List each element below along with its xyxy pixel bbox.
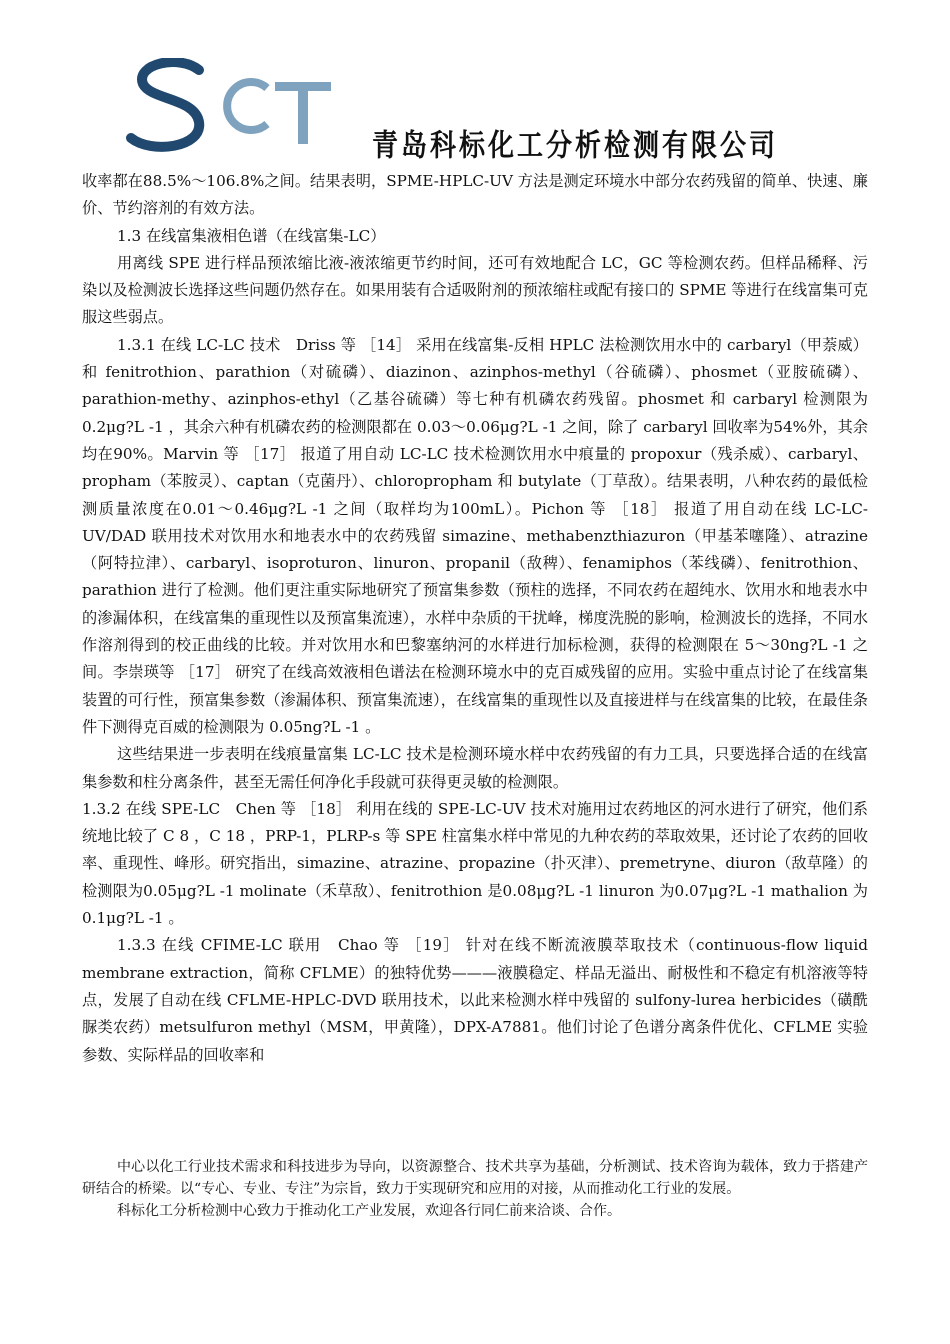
section-heading-1-3: 1.3 在线富集液相色谱（在线富集-LC） — [117, 226, 386, 245]
footer-invitation: 科标化工分析检测中心致力于推动化工产业发展，欢迎各行同仁前来洽谈、合作。 — [117, 1203, 621, 1219]
document-body — [82, 168, 868, 1069]
section-1-3-3-cfime-lc: 1.3.3 在线 CFIME-LC 联用 Chao 等 ［19］ 针对在线不断流液膜萃取技术（continuous-flow liquid membrane extraction，简称 CFLME）的独特优势———液膜稳定、样品无溢出、耐极性和不稳定有机溶液等特点，发展了自动在线 CFLME-HPLC-DVD 联用技术，以此来检测水样中残留的 sulfony-lurea herbicides（磺酰脲类农药）metsulfuron methyl（MSM，甲黄隆），DPX-A7881。他们讨论了色谱分离条件优化、CFLME 实验参数、实际样品的回收率和 — [82, 936, 868, 1064]
company-name: 青岛科标化工分析检测有限公司 — [372, 128, 779, 164]
sct-logo — [125, 58, 335, 158]
paragraph-offline-spe: 用离线 SPE 进行样品预浓缩比液-液浓缩更节约时间，还可有效地配合 LC，GC 等检测农药。但样品稀释、污染以及检测波长选择这些问题仍然存在。如果用装有合适吸附剂的预浓缩柱或配有接口的 SPME 等进行在线富集可克服这些弱点。 — [82, 253, 868, 327]
logo-s-mark — [131, 62, 199, 147]
footer-center-description: 中心以化工行业技术需求和科技进步为导向，以资源整合、技术共享为基础，分析测试、技术咨询为载体，致力于搭建产研结合的桥梁。以“专心、专业、专注”为宗旨，致力于实现研究和应用的对接，从而推动化工行业的发展。 — [82, 1159, 868, 1197]
section-1-3-1-lc-lc: 1.3.1 在线 LC-LC 技术 Driss 等 ［14］ 采用在线富集-反相 HPLC 法检测饮用水中的 carbaryl（甲萘威）和 fenitrothion、parathion（对硫磷）、diazinon、azinphos-methyl（谷硫磷）、phosmet（亚胺硫磷）、parathion-methy、azinphos-ethyl（乙基谷硫磷）等七种有机磷农药残留。phosmet 和 carbaryl 检测限为0.2μg?L -1 ，其余六种有机磷农药的检测限都在 0.03～0.06μg?L -1 之间，除了 carbaryl 回收率为54%外，其余均在90%。Marvin 等 ［17］ 报道了用自动 LC-LC 技术检测饮用水中痕量的 propoxur（残杀威）、carbaryl、propham（苯胺灵）、captan（克菌丹）、chloropropham 和 butylate（丁草敌）。结果表明，八种农药的最低检测质量浓度在0.01～0.46μg?L -1 之间（取样均为100mL）。Pichon 等 ［18］ 报道了用自动在线 LC-LC-UV/DAD 联用技术对饮用水和地表水中的农药残留 simazine、methabenzthiazuron（甲基苯噻隆）、atrazine（阿特拉津）、carbaryl、isoproturon、linuron、propanil（敌稗）、fenamiphos（苯线磷）、fenitrothion、parathion 进行了检测。他们更注重实际地研究了预富集参数（预柱的选择，不同农药在超纯水、饮用水和地表水中的渗漏体积，在线富集的重现性以及预富集流速），水样中杂质的干扰峰，梯度洗脱的影响，检测波长的选择，不同水作溶剂得到的校正曲线的比较。并对饮用水和巴黎塞纳河的水样进行加标检测，获得的检测限在 5～30ng?L -1 之间。李崇瑛等 ［17］ 研究了在线高效液相色谱法在检测环境水中的克百威残留的应用。实验中重点讨论了在线富集装置的可行性，预富集参数（渗漏体积、预富集流速），在线富集的重现性以及直接进样与在线富集的比较，在最佳条件下测得克百威的检测限为 0.05ng?L -1 。 — [82, 335, 868, 736]
paragraph-intro-continuation: 收率都在88.5%～106.8%之间。结果表明，SPME-HPLC-UV 方法是测定环境水中部分农药残留的简单、快速、廉价、节约溶剂的有效方法。 — [82, 172, 868, 218]
page-header — [0, 0, 950, 165]
section-1-3-2-spe-lc: 1.3.2 在线 SPE-LC Chen 等 ［18］ 利用在线的 SPE-LC-UV 技术对施用过农药地区的河水进行了研究，他们系统地比较了 C 8 ，C 18 ，PRP-1，PLRP-s 等 SPE 柱富集水样中常见的九种农药的萃取效果，还讨论了农药的回收率、重现性、峰形。研究指出，simazine、atrazine、propazine（扑灭津）、premetryne、diuron（敌草隆）的检测限为0.05μg?L -1 molinate（禾草敌）、fenitrothion 是0.08μg?L -1 linuron 为0.07μg?L -1 mathalion 为0.1μg?L -1 。 — [82, 799, 868, 928]
logo-c-mark — [227, 82, 267, 130]
page-footer — [82, 1156, 868, 1222]
logo-t-stem — [298, 82, 308, 144]
paragraph-lc-lc-summary: 这些结果进一步表明在线痕量富集 LC-LC 技术是检测环境水样中农药残留的有力工具，只要选择合适的在线富集参数和柱分离条件，甚至无需任何净化手段就可获得更灵敏的检测限。 — [82, 745, 868, 791]
